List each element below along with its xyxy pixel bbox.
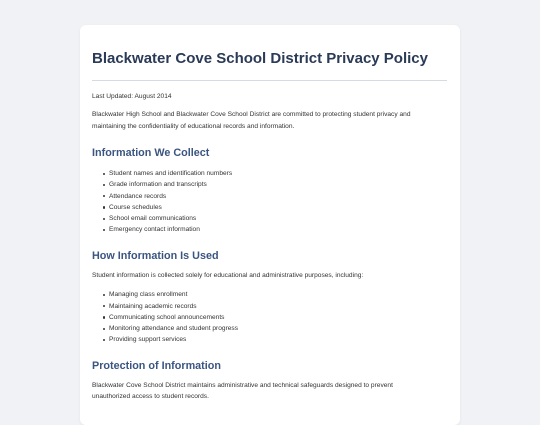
list-item: Managing class enrollment [109, 289, 447, 300]
list-item: Grade information and transcripts [109, 179, 447, 190]
list-item: Attendance records [109, 191, 447, 202]
title-divider [92, 80, 447, 81]
list-item: Emergency contact information [109, 224, 447, 235]
list-item: Communicating school announcements [109, 312, 447, 323]
list-item: Course schedules [109, 202, 447, 213]
page-title: Blackwater Cove School District Privacy Policy [92, 50, 428, 67]
list-item: Maintaining academic records [109, 301, 447, 312]
protection-paragraph: Blackwater Cove School District maintains administrative and technical safeguards designed to prevent unauthorized access to student records. [92, 381, 393, 401]
section-heading-protection-of-information: Protection of Information [92, 359, 221, 372]
list-item: Student names and identification numbers [109, 168, 447, 179]
list-item: School email communications [109, 213, 447, 224]
information-collected-list [92, 168, 447, 236]
last-updated-text: Last Updated: August 2014 [92, 93, 172, 100]
list-item: Monitoring attendance and student progress [109, 323, 447, 334]
information-usage-list [92, 289, 447, 345]
section-heading-how-information-used: How Information Is Used [92, 249, 219, 262]
section-heading-information-collected: Information We Collect [92, 147, 210, 159]
intro-paragraph: Blackwater High School and Blackwater Cove School District are committed to protecting student privacy and maintaining the confidentiality of educational records and information. [92, 111, 411, 130]
list-item: Providing support services [109, 334, 447, 345]
usage-paragraph: Student information is collected solely for educational and administrative purposes, including: [92, 271, 364, 279]
policy-document [80, 25, 460, 425]
